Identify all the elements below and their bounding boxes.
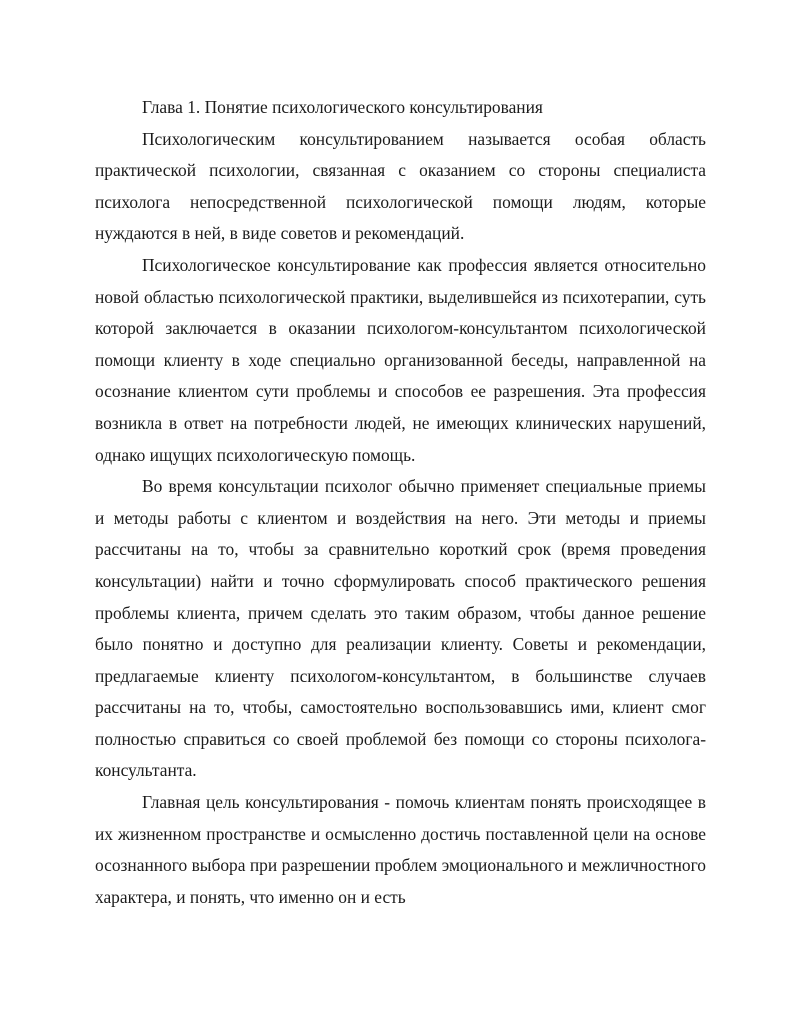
text-column <box>95 92 706 913</box>
paragraph-3: Во время консультации психолог обычно применяет специальные приемы и методы работы с клиентом и воздействия на него. Эти методы и приемы рассчитаны на то, чтобы за сравнительно короткий срок (время проведения консультации) найти и точно сформулировать способ практического решения проблемы клиента, причем сделать это таким образом, чтобы данное решение было понятно и доступно для реализации клиенту. Советы и рекомендации, предлагаемые клиенту психологом-консультантом, в большинстве случаев рассчитаны на то, чтобы, самостоятельно воспользовавшись ими, клиент смог полностью справиться со своей проблемой без помощи со стороны психолога-консультанта. <box>95 476 706 781</box>
paragraph-4: Главная цель консультирования - помочь клиентам понять происходящее в их жизненном пространстве и осмысленно достичь поставленной цели на основе осознанного выбора при разрешении проблем эмоционального и межличностного характера, и понять, что именно он и есть <box>95 792 706 907</box>
paragraph-2: Психологическое консультирование как профессия является относительно новой областью психологической практики, выделившейся из психотерапии, суть которой заключается в оказании психологом-консультантом психологической помощи клиенту в ходе специально организованной беседы, направленной на осознание клиентом сути проблемы и способов ее разрешения. Эта профессия возникла в ответ на потребности людей, не имеющих клинических нарушений, однако ищущих психологическую помощь. <box>95 254 706 465</box>
chapter-title: Глава 1. Понятие психологического консультирования <box>142 97 543 117</box>
paragraph-1: Психологическим консультированием называется особая область практической психологии, связанная с оказанием со стороны специалиста психолога непосредственной психологической помощи людям, которые нуждаются в ней, в виде советов и рекомендаций. <box>95 128 706 244</box>
